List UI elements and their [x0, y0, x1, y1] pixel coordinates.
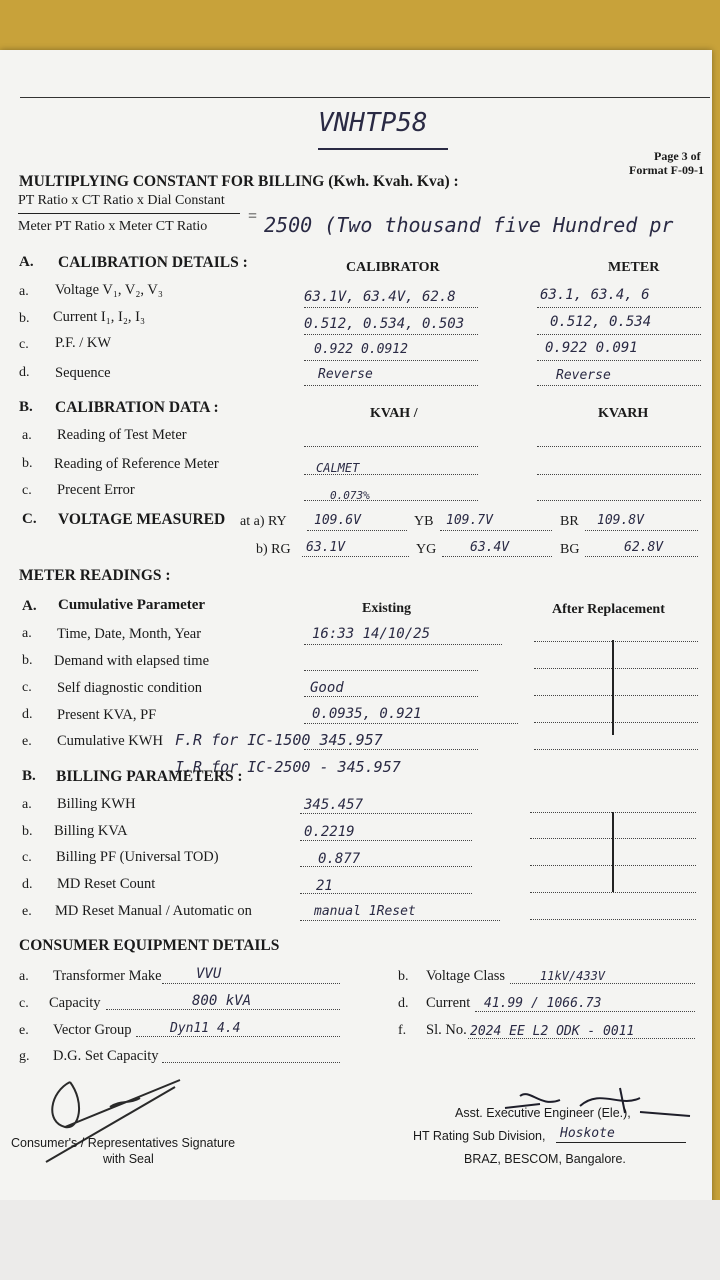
br-value: 109.8V	[597, 513, 644, 528]
transformer-make-value: VVU	[196, 966, 222, 982]
consumer-signature-seal: with Seal	[103, 1152, 154, 1166]
met-row-value: 63.1, 63.4, 6	[540, 287, 650, 303]
section-a-title: CALIBRATION DETAILS :	[58, 254, 248, 271]
billing-strike	[612, 812, 614, 892]
cal-row-idx: a.	[19, 284, 29, 299]
ry-line	[307, 530, 407, 531]
existing-value: 16:33 14/10/25	[312, 626, 431, 642]
voltage-class-value: 11kV/433V	[540, 969, 606, 983]
equip-label: Sl. No.	[426, 1022, 467, 1038]
cal-row-line	[304, 385, 478, 386]
meter-row-idx: b.	[22, 653, 33, 668]
yg-label: YG	[416, 542, 437, 557]
met-row-line	[537, 307, 701, 308]
equip-idx: d.	[398, 996, 409, 1011]
equip-idx: c.	[19, 996, 29, 1011]
equip-idx: g.	[19, 1049, 30, 1064]
code-underline	[318, 148, 448, 150]
voltage-at-ry: at a) RY	[240, 514, 287, 529]
met-row-line	[537, 334, 701, 335]
billing-row-label: Billing PF (Universal TOD)	[56, 849, 219, 865]
cal-row-label: Voltage V₁, V₂, V₃	[55, 282, 163, 298]
billing-line	[300, 840, 472, 841]
formula-bar	[18, 213, 240, 214]
equip-idx: e.	[19, 1023, 29, 1038]
ir-note: I.R for IC-2500 - 345.957	[175, 758, 401, 776]
billing-row-label: Billing KWH	[57, 796, 136, 812]
yb-label: YB	[414, 514, 434, 529]
existing-value: 0.0935, 0.921	[312, 706, 422, 722]
cal-row-label: Current I₁, I₂, I₃	[53, 309, 146, 325]
formula-numerator: PT Ratio x CT Ratio x Dial Constant	[18, 193, 225, 208]
equip-label: Current	[426, 995, 471, 1011]
equip-label: D.G. Set Capacity	[53, 1048, 159, 1064]
yb-value: 109.7V	[446, 513, 493, 528]
engineer-title: Asst. Executive Engineer (Ele.),	[455, 1106, 631, 1120]
billing-value: 21	[316, 878, 333, 894]
existing-line	[304, 670, 478, 671]
billing-row-label: Billing KVA	[54, 823, 128, 839]
equip-line	[136, 1036, 340, 1037]
yb-line	[440, 530, 552, 531]
yg-value: 63.4V	[470, 540, 510, 555]
kvarh-header: KVARH	[598, 406, 649, 421]
after-line	[534, 641, 698, 642]
equip-label: Voltage Class	[426, 968, 506, 984]
equip-label: Vector Group	[53, 1022, 132, 1038]
billing-row-idx: e.	[22, 904, 32, 919]
ry-value: 109.6V	[314, 513, 361, 528]
met-row-line	[537, 385, 701, 386]
percent-error-value: 0.073%	[330, 489, 370, 502]
equip-line	[106, 1009, 340, 1010]
calibrator-header: CALIBRATOR	[346, 260, 440, 275]
cal-row-idx: d.	[19, 365, 30, 380]
page-title: MULTIPLYING CONSTANT FOR BILLING (Kwh. Kvah. Kva) :	[19, 173, 459, 190]
yg-line	[442, 556, 552, 557]
rg-value: 63.1V	[306, 540, 346, 555]
meter-row-idx: a.	[22, 626, 32, 641]
sub-division-handwritten: Hoskote	[560, 1126, 615, 1141]
billing-line	[300, 813, 472, 814]
section-b-letter: B.	[19, 399, 33, 415]
meter-row-label: Cumulative KWH	[57, 733, 163, 749]
cal-row-value: Reverse	[318, 367, 373, 382]
meter-row-idx: c.	[22, 680, 32, 695]
form-code: VNHTP58	[318, 108, 428, 138]
after-replacement-header: After Replacement	[552, 602, 665, 617]
billing-letter: B.	[22, 768, 36, 784]
section-b-title: CALIBRATION DATA :	[55, 399, 219, 416]
format-number: Format F-09-1	[629, 163, 704, 177]
after-line	[534, 668, 698, 669]
kvah-line	[304, 446, 478, 447]
billing-value: 0.2219	[304, 824, 355, 840]
billing-row-label: MD Reset Manual / Automatic on	[55, 903, 252, 919]
existing-line	[304, 696, 478, 697]
formula-equals: =	[248, 208, 258, 225]
billing-row-idx: a.	[22, 797, 32, 812]
top-rule	[20, 97, 710, 98]
calib-data-idx: b.	[22, 456, 33, 471]
reference-meter-value: CALMET	[316, 461, 360, 475]
multiplying-constant-value: 2500 (Two thousand five Hundred pr	[264, 213, 674, 237]
existing-line	[304, 644, 502, 645]
billing-value: manual 1Reset	[314, 904, 416, 919]
kvarh-line	[537, 500, 701, 501]
equip-label: Transformer Make	[53, 968, 162, 984]
br-line	[585, 530, 698, 531]
kvarh-line	[537, 446, 701, 447]
calib-data-label: Reading of Reference Meter	[54, 456, 219, 472]
billing-row-idx: c.	[22, 850, 32, 865]
meter-header: METER	[608, 260, 660, 275]
bg-label: BG	[560, 542, 580, 557]
cal-row-value: 0.512, 0.534, 0.503	[304, 316, 465, 332]
cumulative-letter: A.	[22, 598, 37, 614]
met-row-value: 0.512, 0.534	[550, 314, 652, 330]
current-value: 41.99 / 1066.73	[484, 996, 602, 1011]
calib-data-label: Reading of Test Meter	[57, 427, 187, 443]
billing-row-idx: d.	[22, 877, 33, 892]
sub-division-underline	[556, 1142, 686, 1143]
met-row-value: 0.922 0.091	[545, 340, 638, 356]
page-number: Page 3 of	[654, 149, 701, 163]
cal-row-line	[304, 334, 478, 335]
existing-line	[304, 749, 478, 750]
meter-readings-title: METER READINGS :	[19, 567, 171, 584]
cal-row-value: 63.1V, 63.4V, 62.8	[304, 289, 456, 305]
billing-row-idx: b.	[22, 824, 33, 839]
after-line	[534, 722, 698, 723]
after-line	[534, 695, 698, 696]
billing-value: 0.877	[318, 851, 361, 867]
meter-row-idx: d.	[22, 707, 33, 722]
equip-idx: f.	[398, 1023, 407, 1038]
cal-row-line	[304, 360, 478, 361]
equip-line	[510, 983, 695, 984]
existing-value: F.R for IC-1500 345.957	[175, 731, 383, 749]
existing-header: Existing	[362, 601, 412, 616]
equip-line	[475, 1011, 695, 1012]
billing-after-line	[530, 919, 696, 920]
vector-group-value: Dyn11 4.4	[170, 1021, 241, 1036]
calib-data-label: Precent Error	[57, 482, 135, 498]
bg-value: 62.8V	[624, 540, 664, 555]
cal-row-idx: b.	[19, 311, 30, 326]
cal-row-line	[304, 307, 478, 308]
sub-division: HT Rating Sub Division,	[413, 1129, 546, 1143]
voltage-b-rg: b) RG	[256, 542, 291, 557]
existing-value: Good	[310, 680, 344, 696]
meter-row-label: Demand with elapsed time	[54, 653, 210, 669]
formula-denominator: Meter PT Ratio x Meter CT Ratio	[18, 219, 208, 234]
after-line	[534, 749, 698, 750]
rg-line	[302, 556, 409, 557]
bg-line	[585, 556, 698, 557]
equip-line	[162, 983, 340, 984]
billing-title: BILLING PARAMETERS :	[56, 768, 243, 785]
section-a-letter: A.	[19, 254, 34, 270]
kvarh-line	[537, 474, 701, 475]
cal-row-label: Sequence	[55, 365, 111, 381]
capacity-value: 800 kVA	[192, 993, 252, 1009]
billing-value: 345.457	[304, 797, 364, 813]
cal-row-value: 0.922 0.0912	[314, 342, 408, 357]
consumer-title: CONSUMER EQUIPMENT DETAILS	[19, 937, 280, 954]
billing-line	[300, 920, 500, 921]
cal-row-idx: c.	[19, 337, 29, 352]
existing-line	[304, 723, 518, 724]
section-c-letter: C.	[22, 511, 37, 527]
meter-row-label: Self diagnostic condition	[57, 680, 202, 696]
met-row-line	[537, 360, 701, 361]
calib-data-idx: a.	[22, 428, 32, 443]
billing-row-label: MD Reset Count	[57, 876, 156, 892]
meter-row-idx: e.	[22, 734, 32, 749]
equip-idx: b.	[398, 969, 409, 984]
meter-row-label: Time, Date, Month, Year	[57, 626, 202, 642]
equip-label: Capacity	[49, 995, 101, 1011]
equip-idx: a.	[19, 969, 29, 984]
consumer-signature-label: Consumer's / Representatives Signature	[11, 1136, 236, 1150]
office-address: BRAZ, BESCOM, Bangalore.	[464, 1152, 626, 1166]
calib-data-idx: c.	[22, 483, 32, 498]
met-row-value: Reverse	[556, 368, 611, 383]
kvah-header: KVAH /	[370, 406, 418, 421]
cal-row-label: P.F. / KW	[55, 335, 112, 351]
cumulative-title: Cumulative Parameter	[58, 597, 206, 613]
after-replacement-strike	[612, 640, 614, 735]
section-c-title: VOLTAGE MEASURED	[58, 511, 226, 528]
serial-number-value: 2024 EE L2 ODK - 0011	[470, 1024, 635, 1039]
br-label: BR	[560, 514, 579, 529]
lower-sheet	[0, 1200, 720, 1280]
billing-after-line	[530, 892, 696, 893]
meter-row-label: Present KVA, PF	[57, 707, 157, 723]
